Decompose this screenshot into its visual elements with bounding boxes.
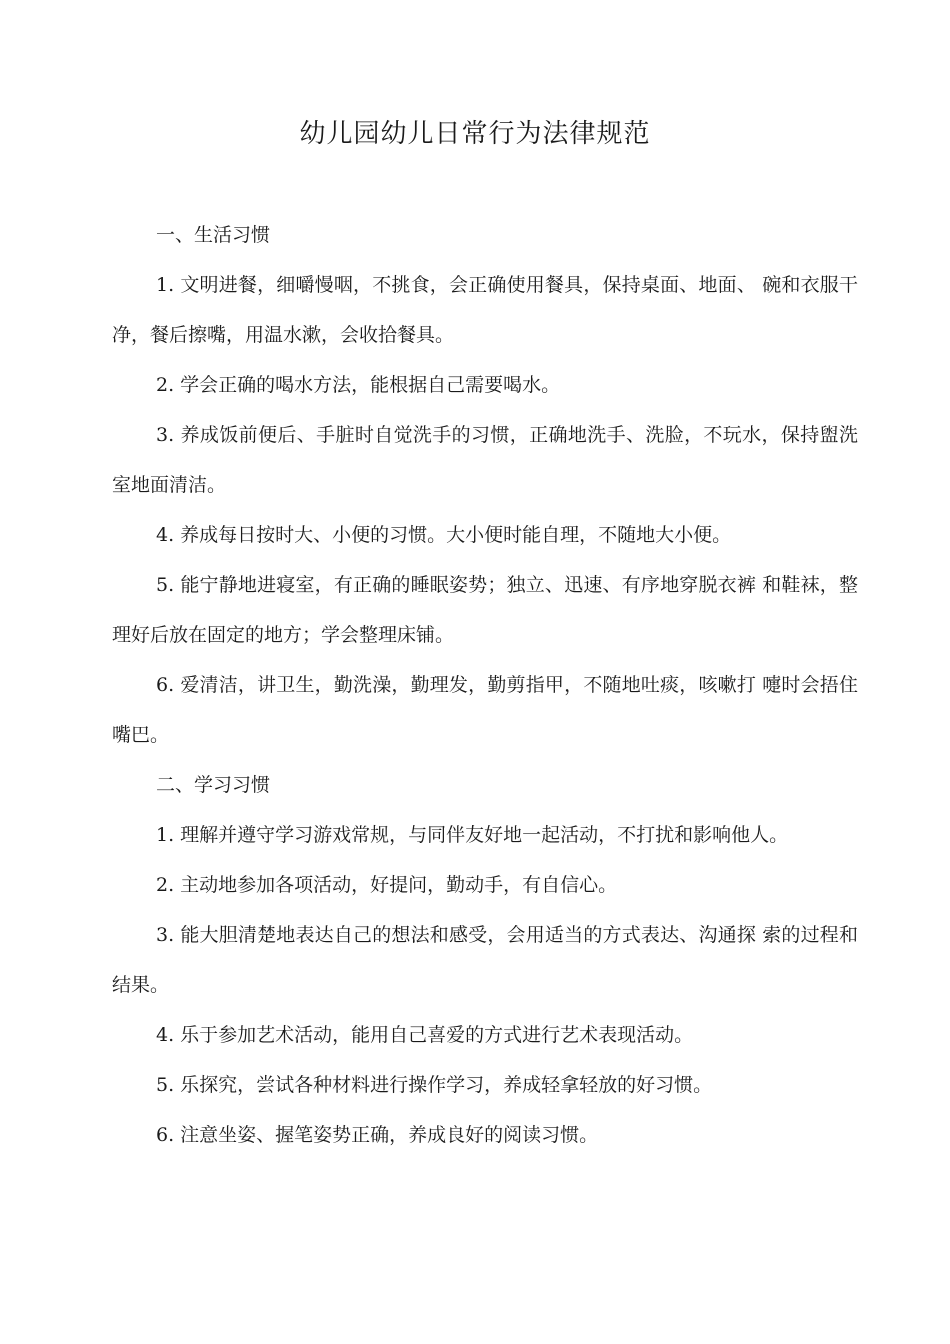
paragraph: 1. 理解并遵守学习游戏常规，与同伴友好地一起活动，不打扰和影响他人。 (156, 824, 789, 846)
paragraph: 6. 注意坐姿、握笔姿势正确，养成良好的阅读习惯。 (156, 1124, 599, 1146)
paragraph: 2. 学会正确的喝水方法，能根据自己需要喝水。 (156, 374, 561, 396)
paragraph: 1. 文明进餐，细嚼慢咽，不挑食，会正确使用餐具，保持桌面、地面、 碗和衣服干净，餐后擦嘴，用温水漱，会收拾餐具。 (112, 274, 858, 346)
paragraph: 3. 养成饭前便后、手脏时自觉洗手的习惯，正确地洗手、洗脸，不玩水，保持盥洗室地面清洁。 (112, 424, 858, 496)
paragraph: 4. 养成每日按时大、小便的习惯。大小便时能自理，不随地大小便。 (156, 524, 732, 546)
paragraph: 3. 能大胆清楚地表达自己的想法和感受，会用适当的方式表达、沟通探 索的过程和结果。 (112, 924, 858, 996)
paragraph: 2. 主动地参加各项活动，好提问，勤动手，有自信心。 (156, 874, 618, 896)
section-heading-study-habits: 二、学习习惯 (156, 774, 271, 796)
document-body (112, 210, 858, 1160)
document-title: 幼儿园幼儿日常行为法律规范 (299, 119, 651, 149)
paragraph: 5. 能宁静地进寝室，有正确的睡眠姿势；独立、迅速、有序地穿脱衣裤 和鞋袜，整理好后放在固定的地方；学会整理床铺。 (112, 574, 858, 646)
paragraph: 4. 乐于参加艺术活动，能用自己喜爱的方式进行艺术表现活动。 (156, 1024, 694, 1046)
section-heading-living-habits: 一、生活习惯 (156, 224, 271, 246)
paragraph: 5. 乐探究，尝试各种材料进行操作学习，养成轻拿轻放的好习惯。 (156, 1074, 713, 1096)
paragraph: 6. 爱清洁，讲卫生，勤洗澡，勤理发，勤剪指甲，不随地吐痰，咳嗽打 嚏时会捂住嘴巴。 (112, 674, 858, 746)
